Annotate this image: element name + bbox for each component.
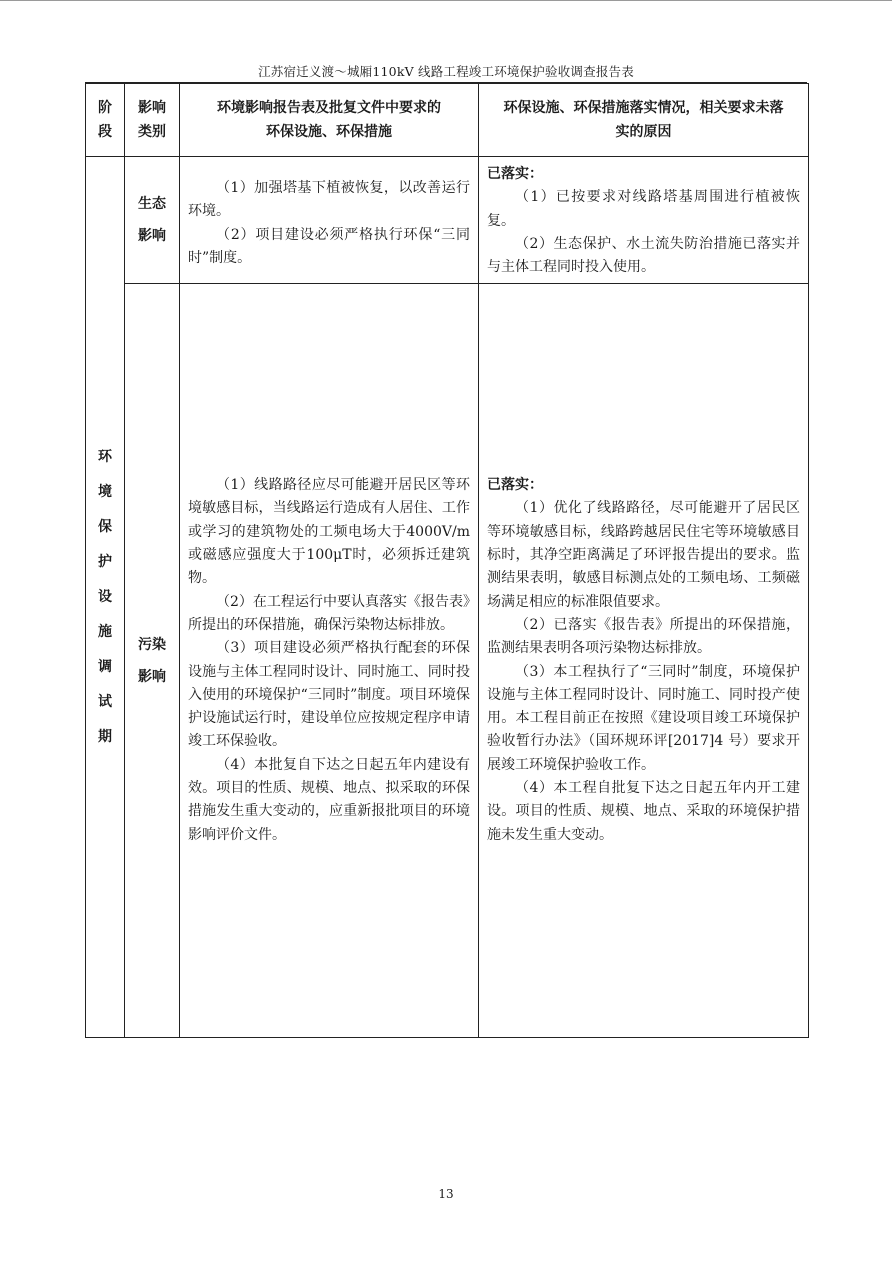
category-ecology [125,157,180,284]
header-implementation [479,84,809,157]
stage-vertical-text [97,440,113,755]
table-row-ecology [86,157,809,284]
requirements-pollution [180,284,479,1038]
running-header: 江苏宿迁义渡～城厢110kV 线路工程竣工环境保护验收调查报告表 [258,64,634,79]
implementation-lead: 已落实： [487,166,543,182]
stage-char: 境 [98,483,112,500]
implementation-item: （4）本工程自批复下达之日起五年内开工建设。项目的性质、规模、地点、采取的环境保护措施未发生重大变动。 [487,779,800,843]
header-requirements [180,84,479,157]
page-number: 13 [438,1187,454,1201]
requirement-item: （4）本批复自下达之日起五年内建设有效。项目的性质、规模、地点、拟采取的环保措施发生重大变动的，应重新报批项目的环境影响评价文件。 [188,756,470,843]
header-implementation-line: 实的原因 [615,124,672,140]
header-stage-line: 阶 [98,100,112,116]
implementation-item: （3）本工程执行了“三同时”制度，环境保护设施与主体工程同时设计、同时施工、同时投产使用。本工程目前正在按照《建设项目竣工环境保护验收暂行办法》（国环规环评[2017]4 号）要求开展竣工环境保护验收工作。 [487,663,800,773]
requirement-item: （1）线路路径应尽可能避开居民区等环境敏感目标，当线路运行造成有人居住、工作或学习的建筑物处的工频电场大于4000V/m或磁感应强度大于100μT时，必须拆迁建筑物。 [188,477,470,587]
stage-char: 保 [98,518,112,535]
header-category-line: 影响 [138,100,166,116]
header-implementation-line: 环保设施、环保措施落实情况，相关要求未落 [503,100,784,116]
implementation-lead: 已落实： [487,477,543,494]
implementation-item: （2）生态保护、水土流失防治措施已落实并与主体工程同时投入使用。 [487,235,800,276]
category-line: 影响 [138,228,166,244]
header-category-line: 类别 [138,124,166,140]
category-pollution [125,284,180,1038]
category-line: 影响 [138,668,166,685]
page-top-rule [0,0,892,1]
implementation-item: （1）已按要求对线路塔基周围进行植被恢复。 [487,189,800,229]
implementation-pollution [479,284,809,1038]
stage-cell [86,157,125,1038]
implementation-item: （2）已落实《报告表》所提出的环保措施，监测结果表明各项污染物达标排放。 [487,616,800,657]
header-requirements-line: 环境影响报告表及批复文件中要求的 [217,100,441,116]
stage-char: 期 [98,728,112,745]
stage-char: 施 [98,623,112,640]
category-line: 污染 [138,636,166,653]
implementation-ecology [479,157,809,284]
requirement-item: （2）在工程运行中要认真落实《报告表》所提出的环保措施，确保污染物达标排放。 [188,593,470,633]
header-stage-line: 段 [98,124,112,140]
stage-char: 环 [98,448,112,465]
measures-table [85,83,809,1038]
stage-char: 试 [98,693,112,710]
implementation-item: （1）优化了线路路径，尽可能避开了居民区等环境敏感目标，线路跨越居民住宅等环境敏感目标时，其净空距离满足了环评报告提出的要求。监测结果表明，敏感目标测点处的工频电场、工频磁场满足相应的标准限值要求。 [487,500,800,610]
table-header-row [86,84,809,157]
table-row-pollution [86,284,809,1038]
stage-char: 护 [98,553,112,570]
stage-char: 调 [98,658,112,675]
category-line: 生态 [138,196,166,212]
stage-char: 设 [98,588,112,605]
header-stage [86,84,125,157]
requirements-ecology [180,157,479,284]
requirement-item: （2）项目建设必须严格执行环保“三同时”制度。 [188,226,470,266]
header-requirements-line: 环保设施、环保措施 [266,124,392,140]
requirement-item: （1）加强塔基下植被恢复，以改善运行环境。 [188,180,470,220]
header-category [125,84,180,157]
requirement-item: （3）项目建设必须严格执行配套的环保设施与主体工程同时设计、同时施工、同时投入使用的环境保护“三同时”制度。项目环境保护设施试运行时，建设单位应按规定程序申请竣工环保验收。 [188,640,470,750]
